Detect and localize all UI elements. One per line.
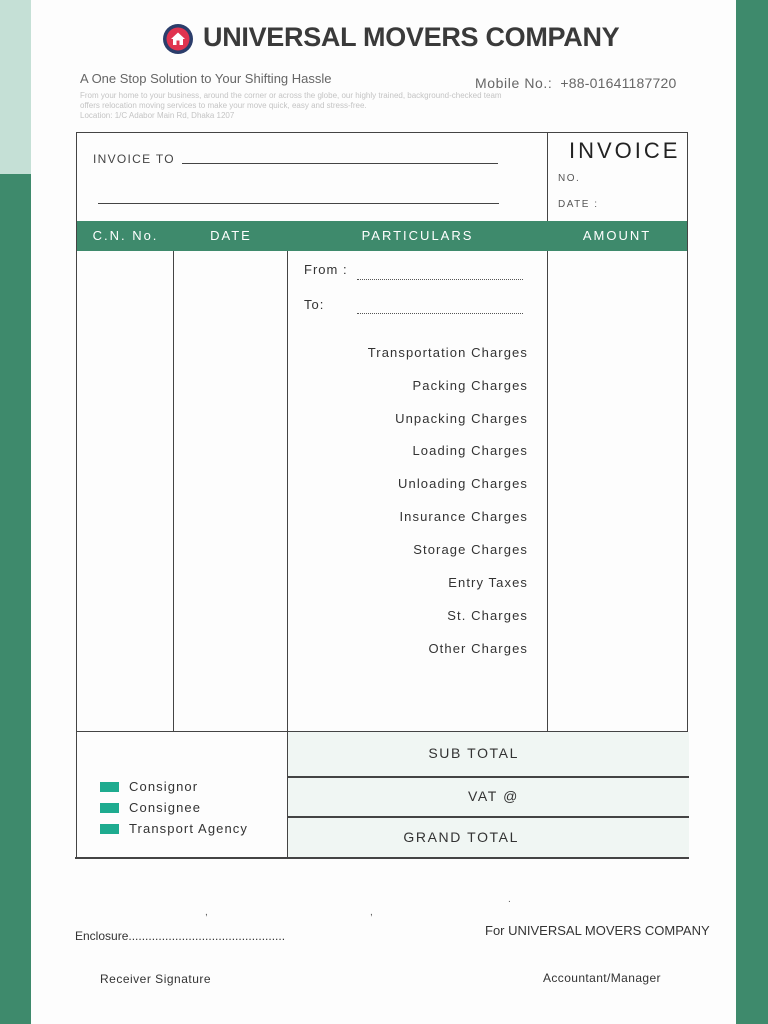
mobile-label: Mobile No.: — [475, 75, 553, 91]
blank-mark: , — [370, 907, 373, 918]
to-label: To: — [304, 297, 325, 312]
copy-consignee — [100, 800, 201, 815]
invoice-page — [31, 0, 736, 1024]
receiver-signature-label: Receiver Signature — [100, 972, 212, 986]
from-field[interactable] — [357, 279, 523, 280]
charge-item: Loading Charges — [412, 443, 528, 458]
company-blurb — [80, 91, 520, 121]
sub-total-row — [288, 732, 689, 776]
enclosure-field: Enclosure............................................... — [75, 929, 286, 943]
charge-item: Storage Charges — [413, 542, 528, 557]
blank-mark: . — [508, 894, 511, 905]
blank-mark: , — [205, 907, 208, 918]
invoice-table-box — [76, 132, 688, 858]
company-name: UNIVERSAL MOVERS COMPANY — [203, 22, 620, 52]
house-in-circle-icon — [162, 23, 194, 55]
table-bottom-border — [75, 857, 689, 859]
column-header-date: DATE — [210, 228, 252, 243]
charge-item: Other Charges — [428, 641, 528, 656]
invoice-to-label: INVOICE TO — [93, 152, 175, 166]
mobile-value: +88-01641187720 — [560, 75, 677, 91]
charge-item: Transportation Charges — [367, 345, 528, 360]
header-divider — [547, 133, 548, 221]
consignee-swatch — [100, 803, 119, 813]
blurb-text: From your home to your business, around the corner or across the globe, our highly trained, background-checked team offers relocation moving services to make your move quick, easy and stress-free. — [80, 91, 502, 110]
copy-transport-agency — [100, 821, 248, 836]
grand-total-label: GRAND TOTAL — [403, 829, 519, 845]
vat-label: VAT @ — [468, 788, 519, 804]
column-header-amount: AMOUNT — [582, 228, 652, 243]
invoice-to-line-2[interactable] — [98, 203, 499, 204]
transport-agency-swatch — [100, 824, 119, 834]
transport-agency-label: Transport Agency — [129, 821, 249, 836]
column-divider — [173, 251, 174, 731]
consignor-label: Consignor — [129, 779, 199, 794]
column-header-particulars: PARTICULARS — [361, 228, 474, 243]
consignor-swatch — [100, 782, 119, 792]
mobile-number — [475, 75, 676, 91]
charge-item: Entry Taxes — [448, 575, 528, 590]
charge-item: Unpacking Charges — [395, 411, 528, 426]
charge-item: St. Charges — [447, 608, 528, 623]
invoice-date-label: DATE : — [558, 199, 599, 210]
invoice-to-line[interactable] — [182, 163, 498, 164]
consignee-label: Consignee — [129, 800, 202, 815]
to-field[interactable] — [357, 313, 523, 314]
vat-row — [288, 778, 689, 816]
sub-total-label: SUB TOTAL — [428, 745, 519, 761]
for-company-text: For UNIVERSAL MOVERS COMPANY — [485, 923, 710, 938]
charge-item: Packing Charges — [412, 378, 528, 393]
grand-total-row — [288, 818, 689, 857]
table-header — [77, 221, 687, 251]
side-accent-light — [0, 0, 31, 174]
location-text: Location: 1/C Adabor Main Rd, Dhaka 1207 — [80, 111, 235, 120]
charge-item: Insurance Charges — [399, 509, 528, 524]
accountant-signature-label: Accountant/Manager — [543, 971, 661, 985]
column-header-cn-no: C.N. No. — [92, 228, 159, 243]
invoice-no-label: NO. — [558, 173, 581, 184]
tagline: A One Stop Solution to Your Shifting Hassle — [80, 71, 332, 86]
from-label: From : — [304, 262, 348, 277]
charge-item: Unloading Charges — [398, 476, 528, 491]
invoice-title: INVOICE — [569, 138, 681, 163]
copy-consignor — [100, 779, 198, 794]
